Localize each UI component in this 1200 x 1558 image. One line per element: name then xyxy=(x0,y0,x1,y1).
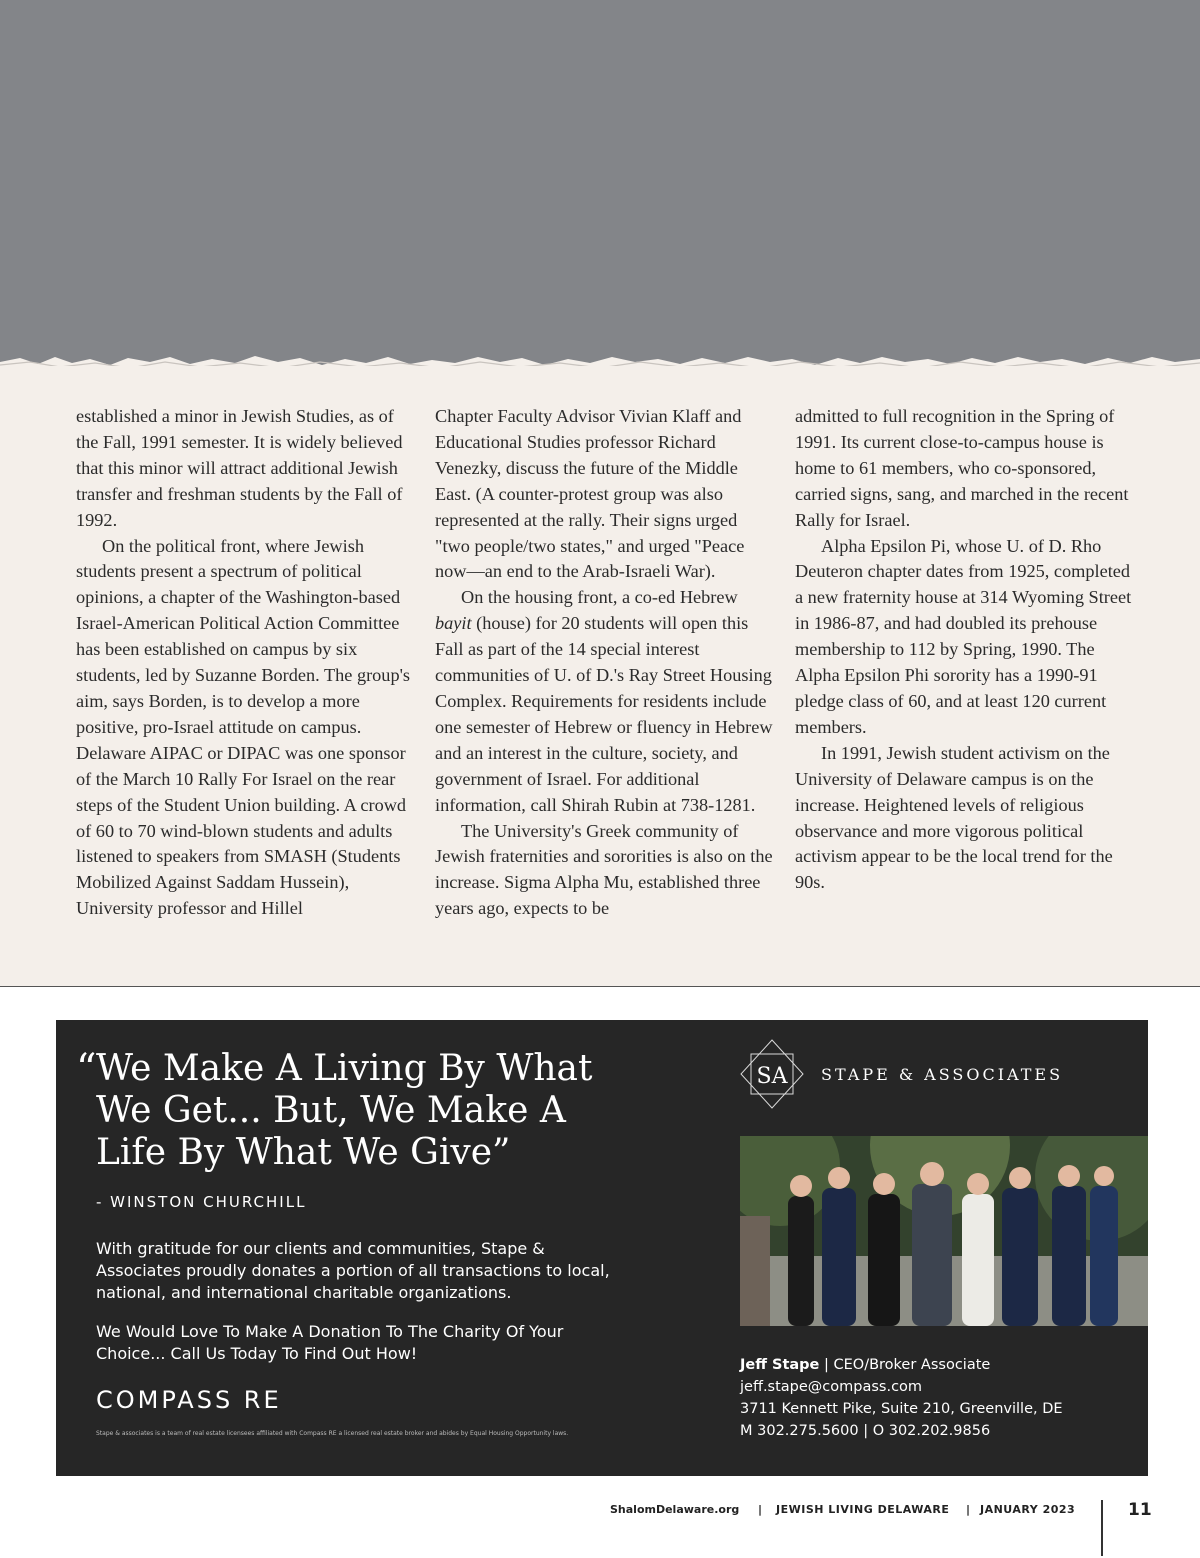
top-photo-band xyxy=(0,0,1200,366)
footer-separator: | xyxy=(966,1503,971,1516)
paragraph: The University's Greek community of Jewish fraternities and sororities is also on the increase. Sigma Alpha Mu, established three years ago, expects to be xyxy=(435,820,773,919)
article-column-3 xyxy=(795,404,1135,896)
article-section xyxy=(0,366,1200,987)
quote-line: We Get... But, We Make A xyxy=(96,1090,566,1131)
logo-monogram: SA xyxy=(756,1064,788,1089)
paragraph: On the political front, where Jewish students present a spectrum of political opinions, a chapter of the Washington-based Israel-American Political Action Committee has been established on campus by six students, led by Suzanne Borden. The group's aim, says Borden, is to develop a more positive, pro-Israel attitude on campus. Delaware AIPAC or DIPAC was one sponsor of the March 10 Rally For Israel on the rear steps of the Student Union building. A crowd of 60 to 70 wind-blown students and adults listened to speakers from SMASH (Students Mobilized Against Saddam Hussein), University professor and Hillel xyxy=(76,535,410,919)
footer-magazine: JEWISH LIVING DELAWARE xyxy=(776,1503,950,1516)
compass-logo: COMPASS RE xyxy=(96,1386,282,1414)
ad-paragraph: With gratitude for our clients and communities, Stape & Associates proudly donates a portion of all transactions to local, national, and international charitable organizations. xyxy=(96,1239,610,1302)
paragraph: Chapter Faculty Advisor Vivian Klaff and Educational Studies professor Richard Venezky, discuss the future of the Middle East. (A counter-protest group was also represented at the rally. Their signs urged "two people/two states," and urged "Peace now—an end to the Arab-Israeli War). xyxy=(435,406,745,582)
quote-line: We Make A Living By What xyxy=(96,1048,593,1089)
footer-separator: | xyxy=(758,1503,763,1516)
disclaimer: Stape & associates is a team of real estate licensees affiliated with Compass RE a licensed real estate broker and abides by Equal Housing Opportunity laws. xyxy=(96,1430,569,1437)
article-column-2 xyxy=(435,404,775,922)
quote-author: - WINSTON CHURCHILL xyxy=(96,1193,307,1211)
contact-name: Jeff Stape xyxy=(740,1357,820,1373)
page-number: 11 xyxy=(1128,1500,1152,1520)
advertisement xyxy=(56,1020,1148,1476)
article-column-1 xyxy=(76,404,416,922)
stape-logo-icon xyxy=(739,1038,805,1110)
contact-email[interactable]: jeff.stape@compass.com xyxy=(740,1379,923,1395)
ad-quote xyxy=(96,1048,656,1174)
quote-mark: “ xyxy=(76,1046,97,1092)
paragraph: In 1991, Jewish student activism on the University of Delaware campus is on the increase. Heightened levels of religious observance and more vigorous political activism appear to be the local trend for the 90s. xyxy=(795,742,1113,893)
contact-block xyxy=(740,1354,1063,1442)
contact-title: | CEO/Broker Associate xyxy=(819,1357,991,1373)
paragraph: admitted to full recognition in the Spring of 1991. Its current close-to-campus house is home to 61 members, who co-sponsored, carried signs, sang, and marched in the recent Rally for Israel. xyxy=(795,406,1129,530)
footer-date: JANUARY 2023 xyxy=(980,1503,1076,1516)
paragraph: Alpha Epsilon Pi, whose U. of D. Rho Deuteron chapter dates from 1925, completed a new fraternity house at 314 Wyoming Street in 1986-87, and had doubled its prehouse membership to 112 by Spring, 1990. The Alpha Epsilon Phi sorority has a 1990-91 pledge class of 60, and at least 120 current members. xyxy=(795,535,1132,737)
text-run: On the housing front, a co-ed Hebrew xyxy=(461,587,738,608)
contact-address: 3711 Kennett Pike, Suite 210, Greenville, DE xyxy=(740,1401,1063,1417)
paragraph xyxy=(435,585,775,818)
page-footer xyxy=(0,1503,1200,1523)
brand-name: STAPE & ASSOCIATES xyxy=(821,1065,1064,1084)
team-photo xyxy=(740,1136,1148,1326)
footer-divider xyxy=(1101,1500,1103,1556)
italic-term: bayit xyxy=(435,613,472,634)
quote-line: Life By What We Give” xyxy=(96,1132,511,1173)
footer-site[interactable]: ShalomDelaware.org xyxy=(610,1503,740,1516)
ad-paragraph: We Would Love To Make A Donation To The Charity Of Your Choice... Call Us Today To Find Out How! xyxy=(96,1322,564,1363)
text-run: (house) for 20 students will open this Fall as part of the 14 special interest communities of U. of D.'s Ray Street Housing Complex. Requirements for residents include one semester of Hebrew or fluency in Hebrew and an interest in the culture, society, and government of Israel. For additional information, call Shirah Rubin at 738-1281. xyxy=(435,613,773,815)
paragraph: established a minor in Jewish Studies, as of the Fall, 1991 semester. It is widely believed that this minor will attract additional Jewish transfer and freshman students by the Fall of 1992. xyxy=(76,406,403,530)
contact-name-line xyxy=(740,1354,1063,1376)
contact-phones: M 302.275.5600 | O 302.202.9856 xyxy=(740,1423,991,1439)
